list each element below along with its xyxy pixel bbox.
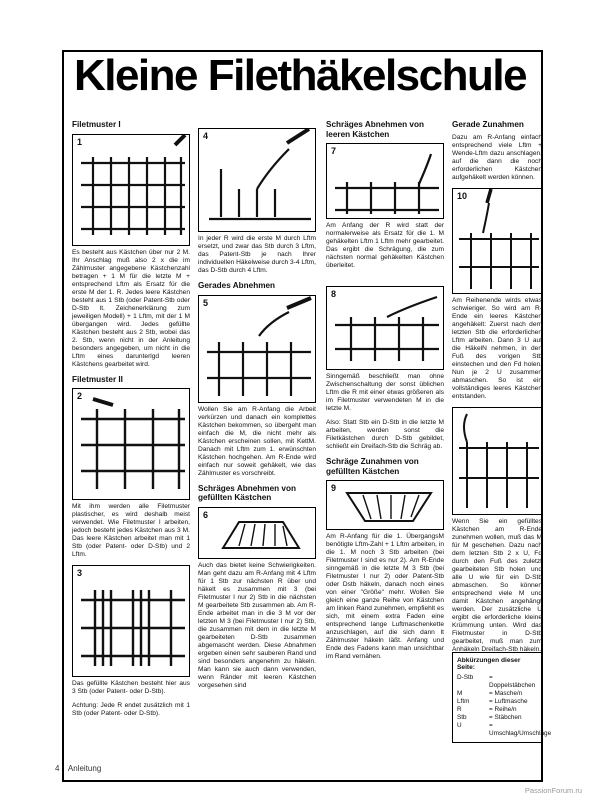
crochet-chain-illustration bbox=[199, 129, 316, 232]
abbreviation-key: R bbox=[457, 706, 462, 713]
crochet-grid-illustration bbox=[453, 189, 542, 294]
figure-number: 6 bbox=[203, 509, 209, 520]
abbreviations-box bbox=[452, 652, 552, 743]
crochet-grid-illustration bbox=[73, 566, 190, 677]
heading-schraeges-abnehmen-gefuellt: Schräges Abnehmen von gefüllten Kästchen bbox=[198, 483, 296, 502]
heading-filetmuster-1: Filetmuster I bbox=[72, 120, 121, 129]
text-schraeges-abnehmen-leer: Am Anfang der R wird statt der normalerweise als Ersatz für die 1. M gehäkelten Lftm 1 Lftm mehr gearbeitet. Das ergibt die Schrägung, die zum nächsten normal gehäkelten Kästchen überleitet. bbox=[326, 222, 444, 269]
column-4 bbox=[452, 120, 542, 660]
abbreviation-value: = Doppelstäbchen bbox=[489, 674, 536, 689]
crochet-grid-illustration bbox=[327, 287, 444, 370]
heading-filetmuster-2: Filetmuster II bbox=[72, 374, 123, 384]
text-gerades-abnehmen: Wollen Sie am R-Anfang die Arbeit verkürzen und danach ein komplettes Kästchen bekommen, so übergeht man einfach die M, die nicht mehr als Kästchen erscheinen sollen, mit KettM. Danach mit Lftm zum 1. erwünschten Kästchen hochgehen. Am R-Ende wird einfach nur soweit gehäkelt, wie das Zählmuster es vorschreibt. bbox=[198, 405, 316, 477]
figure-number: 4 bbox=[203, 131, 209, 141]
text-filetmuster-1: Es besteht aus Kästchen über nur 2 M. Ihr Anschlag muß also 2 x die im Zählmuster angegebene Kästchenzahl betragen + 1 M für die letzte M + entsprechend Lftm als Ersatz für die erste M der 1. R. Jedes leere Kästchen besteht aus 1 Stb (oder Patent-Stb oder D-Stb lt. Zeichenerklärung zum jeweiligen Modell) + 1 Lftm, mit der 1 M übergangen wird. Jedes gefüllte Kästchen besteht aus 2 Stb, wobei das 2. Stb, wenn nicht in der Anleitung besonders angegeben, um nicht in die Lftm eines darunterlgd leeren Kästchens gearbeitet wird. bbox=[72, 248, 190, 368]
figure-10 bbox=[452, 188, 542, 294]
abbreviation-key: U bbox=[457, 722, 462, 729]
abbreviation-row bbox=[457, 722, 552, 738]
heading-gerades-abnehmen: Gerades Abnehmen bbox=[198, 281, 276, 290]
page-title: Kleine Filethäkelschule bbox=[73, 51, 527, 100]
abbreviation-value: = Masche/n bbox=[489, 690, 523, 697]
text-figure-3: Das gefüllte Kästchen besteht hier aus 3 Stb (oder Patent- oder D-Stb). bbox=[72, 680, 190, 695]
figure-number: 9 bbox=[331, 483, 337, 493]
abbreviations-title: Abkürzungen dieser Seite: bbox=[457, 657, 521, 671]
column-1 bbox=[72, 120, 190, 724]
crochet-trapezoid-illustration bbox=[327, 481, 444, 530]
abbreviation-key: D-Stb bbox=[457, 674, 474, 681]
abbreviation-row bbox=[457, 714, 537, 722]
figure-11 bbox=[452, 407, 542, 515]
footer-label: Anleitung bbox=[67, 764, 102, 773]
heading-schraeges-abnehmen-leer: Schräges Abnehmen von leeren Kästchen bbox=[326, 120, 424, 139]
crochet-grid-illustration bbox=[73, 135, 190, 246]
figure-number: 8 bbox=[331, 289, 337, 299]
abbreviation-key: M bbox=[457, 690, 463, 697]
text-schraege-zunahmen: Am R-Anfang für die 1. ÜbergangsM benötigte Lftm-Zahl + 1 Lftm arbeiten, in die 1. M noch 3 Stb arbeiten (bei Filetmuster I sind es nur 2). Am R-Ende sinngemäß in die letzte M 3 Stb (bei Filetmuster I nur 2) oder Patent-Stb oder Dstb häkeln, danach noch eines von einer "Größe" mehr. Wollen Sie gleich eine ganze Reihe von Kästchen am linken Rand zunehmen, empfiehlt es sich, mit einem extra Faden eine entsprechend lange Luftmaschenkette anzuschlagen, auf die sich dann It Zählmuster häkeln läßt. Anfang und Ende des Fadens kann man unsichtbar im Rand vernähen. bbox=[326, 533, 444, 660]
figure-6 bbox=[198, 507, 316, 559]
note-figure-8: Also: Statt Stb ein D-Stb in die letzte M arbeiten, werden sonst die Filetkästchen durch D-Stb gebildet, schließt ein Dreifach-Stb die Schräg ab. bbox=[326, 419, 444, 450]
figure-number: 7 bbox=[331, 146, 337, 156]
figure-8 bbox=[326, 286, 444, 370]
abbreviation-row bbox=[457, 706, 537, 714]
crochet-trapezoid-illustration bbox=[199, 508, 316, 559]
figure-2 bbox=[72, 388, 190, 500]
figure-number: 10 bbox=[457, 190, 468, 201]
abbreviation-row bbox=[457, 698, 537, 706]
crochet-grid-illustration bbox=[453, 408, 542, 515]
figure-number: 5 bbox=[203, 297, 209, 308]
text-filetmuster-2: Mit ihm werden alle Filetmuster plastischer, es wird deshalb meist verwendet. Wie Filetmuster I arbeiten, jedoch besteht jedes Kästchen aus 3 M. Das leere Kästchen arbeitet man mit 1 Stb (oder Patent- oder D-Stb) und 2 Lftm. bbox=[72, 503, 190, 558]
crochet-grid-illustration bbox=[73, 389, 190, 500]
abbreviation-value: = Luftmasche bbox=[489, 698, 528, 705]
heading-schraege-zunahmen: Schräge Zunahmen von gefüllten Kästchen bbox=[326, 457, 419, 476]
figure-1 bbox=[72, 134, 190, 246]
abbreviation-value: = Stäbchen bbox=[489, 714, 522, 721]
figure-number: 1 bbox=[77, 136, 83, 147]
figure-number: 2 bbox=[77, 391, 83, 401]
abbreviation-key: Stb bbox=[457, 714, 467, 721]
abbreviation-value: = Umschlag/Umschläge bbox=[489, 722, 552, 737]
figure-5 bbox=[198, 295, 316, 403]
abbreviation-key: Lftm bbox=[457, 698, 470, 705]
text-figure-8: Sinngemäß beschließt man ohne Zwischenschaltung der sonst üblichen Lftm die R mit einer etwas größeren als im Filetmuster verwendeten M in die letzte M. bbox=[326, 373, 444, 412]
text-gerade-zunahmen-2: Am Reihenende wirds etwas schwieriger. So wird am R-Ende ein leeres Kästchen angehäkelt: Zuerst nach dem letzten Stb die erforderlichen Lftm arbeiten. Dann 3 U auf die HäkelN nehmen, in den Fuß des vorigen Stb einstechen und den Fd holen. Nun je 2 U zusammen abmaschen. So ist ein vollständiges leeres Kästchen entstanden. bbox=[452, 296, 542, 400]
heading-gerade-zunahmen: Gerade Zunahmen bbox=[452, 120, 524, 129]
page-footer bbox=[55, 764, 101, 773]
figure-3 bbox=[72, 565, 190, 677]
abbreviation-row bbox=[457, 674, 537, 690]
column-3 bbox=[326, 120, 444, 667]
crochet-grid-illustration bbox=[327, 144, 444, 219]
crochet-grid-illustration bbox=[199, 296, 316, 403]
watermark-site: PassionForum.ru bbox=[524, 786, 582, 795]
text-schraeges-abnehmen-gefuellt: Auch das bietet keine Schwierigkeiten. Man geht dazu am R-Anfang mit 4 Lftm für 1 Stb zur nächsten R über und häkelt es zusammen mit 3 (bei Filetmuster I nur 2) Stb in die nächsten M gearbeitete Stb zusammen ab. Am R-Ende arbeitet man in die 3 M vor der letzten M 3 (bei Filetmuster I nur 2) Stb, die zusammen mit dem in die letzte M gearbeiteten D-Stb zusammen abgemascht werden. Diese Abnahmen ergeben einen sehr sauberen Rand und sind besonders angenehm zu häkeln. Man kann sie auch dann verwenden, wenn Ränder mit leeren Kästchen vorgesehen sind bbox=[198, 561, 316, 689]
abbreviation-row bbox=[457, 690, 537, 698]
figure-7 bbox=[326, 143, 444, 219]
figure-number: 3 bbox=[77, 568, 83, 578]
figure-9 bbox=[326, 480, 444, 530]
page-number: 4 bbox=[55, 764, 60, 773]
text-figure-4: In jeder R wird die erste M durch Lftm ersetzt, und zwar das Stb durch 3 Lftm, das Patent-Stb je nach Ihrer individuellen Häkelweise durch 3-4 Lftm, das D-Stb durch 4 Lftm. bbox=[198, 235, 317, 274]
note-figure-3: Achtung: Jede R endet zusätzlich mit 1 Stb (oder Patent- oder D-Stb). bbox=[72, 702, 190, 717]
abbreviation-value: = Reihe/n bbox=[489, 706, 517, 713]
column-2 bbox=[198, 128, 316, 696]
text-gerade-zunahmen: Dazu am R-Anfang einfach entsprechend viele Lftm + Wende-Lftm dazu anschlagen, auf die dann die noch erforderlichen Kästchen aufgehäkelt werden können. bbox=[452, 133, 542, 181]
text-gerade-zunahmen-3: Wenn Sie ein gefülltes Kästchen am R-Ende zunehmen wollen, muß das M für M geschehen. Dazu nach dem letzten Stb 2 x U, Fd durch den Fuß des zuletzt gearbeiteten Stb holen und alle U wie für ein D-Stb abmaschen. So können entsprechend viele M und damit Kästchen angehängt werden. Der zusätzliche U ergibt die erforderliche kleine Krümmung unten. Wird das Filetmuster in D-Stb gearbeitet, muß man zum Anhäkeln Dreifach-Stb häkeln. bbox=[452, 517, 542, 653]
figure-4 bbox=[198, 128, 316, 232]
